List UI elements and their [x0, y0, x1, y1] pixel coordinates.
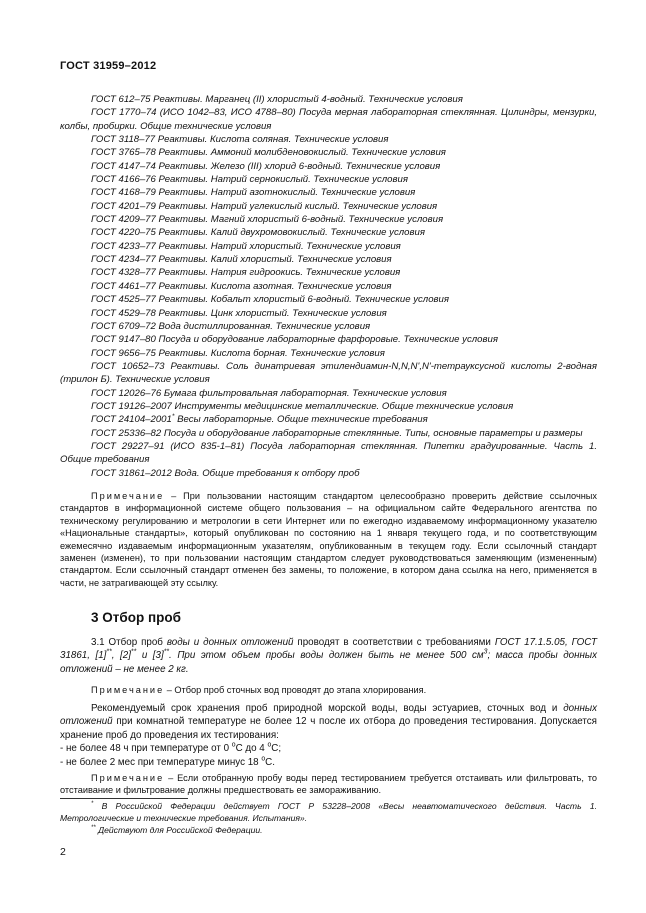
- text-run: С до 4: [235, 743, 268, 755]
- note-label: Примечание: [91, 491, 165, 501]
- reference-title: Весы лабораторные. Общие технические требования: [174, 414, 428, 426]
- text-run-italic: донных отложений: [60, 703, 597, 728]
- reference-item: ГОСТ 31861–2012 Вода. Общие требования к отбору проб: [91, 467, 360, 479]
- text-run: С;: [271, 743, 282, 755]
- reference-item: ГОСТ 10652–73 Реактивы. Соль динатриевая этилендиамин-N,N,N',N'-тетрауксусной кислоты 2-водная (трилон Б). Технические условия: [60, 360, 597, 386]
- text-run-italic: . При этом объем пробы воды должен быть не менее 500 см: [169, 650, 484, 662]
- reference-item: ГОСТ 4209–77 Реактивы. Магний хлористый 6-водный. Технические условия: [91, 214, 444, 226]
- footnote-item: [60, 800, 597, 824]
- text-run-italic: ГОСТ 17.1.5.05, ГОСТ 31861, [1]: [60, 637, 597, 662]
- text-run-italic: и [3]: [136, 650, 164, 662]
- reference-item: ГОСТ 3765–78 Реактивы. Аммоний молибденовокислый. Технические условия: [91, 147, 446, 159]
- footnotes: [60, 800, 597, 836]
- reference-item: ГОСТ 4461–77 Реактивы. Кислота азотная. Технические условия: [91, 280, 392, 292]
- page-number: 2: [60, 846, 66, 858]
- reference-item: ГОСТ 612–75 Реактивы. Марганец (II) хлористый 4-водный. Технические условия: [91, 94, 463, 105]
- note-text: – При пользовании настоящим стандартом целесообразно проверить действие ссылочных стандартов в информационной системе общего пользования – на официальном сайте Федерального агентства по техническому регулированию и метрологии в сети Интернет или по ежегодно издаваемому информационному указателю «Национальные стандарты», который опубликован по состоянию на 1 января текущего года, и по соответствующим ежемесячно издаваемым информационным указателям, опубликованным в текущем году. Если ссылочный стандарт заменен (изменен), то при пользовании настоящим стандартом следует руководствоваться заменяющим (измененным) стандартом. Если ссылочный стандарт отменен без замены, то положение, в котором дана ссылка на него, применяется в части, не затрагивающей эту ссылку.: [60, 491, 597, 588]
- note-text: – Отбор проб сточных вод проводят до этапа хлорирования.: [164, 685, 427, 695]
- footnote-marker: *: [171, 413, 175, 421]
- degree-sign: о: [261, 755, 266, 763]
- text-run: - не более 48 ч при температуре от 0: [60, 743, 232, 755]
- note-text: – Если отобранную пробу воды перед тестированием требуется отстаивать или фильтровать, то отстаивание и фильтрование должны предшествовать ее замораживанию.: [60, 773, 597, 796]
- footnote-item: [60, 824, 597, 836]
- reference-item: ГОСТ 12026–76 Бумага фильтровальная лабораторная. Технические условия: [91, 387, 447, 399]
- reference-item: ГОСТ 4233–77 Реактивы. Натрий хлористый. Технические условия: [91, 240, 401, 252]
- document-header: ГОСТ 31959–2012: [60, 60, 157, 72]
- text-run: проводят в соответствии с требованиями: [293, 637, 495, 648]
- reference-item: ГОСТ 29227–91 (ИСО 835-1–81) Посуда лабораторная стеклянная. Пипетки градуированные. Часть 1. Общие требования: [60, 440, 597, 466]
- footnote-text: Действуют для Российской Федерации.: [95, 825, 263, 835]
- list-item: [60, 756, 597, 769]
- paragraph-3-1: [60, 636, 597, 676]
- footnote-marker: **: [163, 649, 170, 657]
- note-sampling: [60, 684, 597, 696]
- superscript: 3: [483, 649, 488, 657]
- note-label: Примечание: [91, 773, 165, 783]
- footnote-marker: **: [91, 825, 96, 832]
- reference-item: ГОСТ 9147–80 Посуда и оборудование лабораторные фарфоровые. Технические условия: [91, 334, 498, 346]
- reference-item: ГОСТ 4168–79 Реактивы. Натрий азотнокислый. Технические условия: [91, 187, 416, 199]
- list-item: [60, 742, 597, 755]
- text-run-italic: воды и донных отложений: [166, 637, 294, 648]
- reference-item: ГОСТ 3118–77 Реактивы. Кислота соляная. Технические условия: [91, 134, 389, 146]
- reference-item: ГОСТ 4234–77 Реактивы. Калий хлористый. Технические условия: [91, 254, 392, 266]
- footnote-marker: *: [91, 801, 94, 808]
- reference-item: ГОСТ 4328–77 Реактивы. Натрия гидроокись. Технические условия: [91, 267, 401, 279]
- footnote-marker: **: [106, 649, 112, 657]
- text-run-italic: ; масса пробы донных отложений – не менее 2 кг.: [60, 650, 597, 675]
- reference-item: ГОСТ 6709–72 Вода дистиллированная. Технические условия: [91, 320, 371, 332]
- text-run: 3.1 Отбор проб: [91, 637, 167, 648]
- footnote-text: В Российской Федерации действует ГОСТ Р 53228–2008 «Весы неавтоматического действия. Часть 1. Метрологические и технические требования. Испытания».: [60, 801, 597, 823]
- text-run-italic: , [2]: [111, 650, 131, 662]
- reference-item: ГОСТ 25336–82 Посуда и оборудование лабораторные стеклянные. Типы, основные параметры и размеры: [91, 427, 583, 439]
- text-run: при комнатной температуре не более 12 ч после их отбора до проведения тестирования. Допускается хранение проб до проведения их тестирования:: [60, 716, 597, 741]
- section-title: 3 Отбор проб: [91, 610, 181, 625]
- reference-item: ГОСТ 4147–74 Реактивы. Железо (III) хлорид 6-водный. Технические условия: [91, 160, 441, 172]
- note-filtering: [60, 772, 597, 797]
- storage-list: [60, 742, 597, 769]
- note-references: [60, 490, 597, 589]
- reference-item: ГОСТ 9656–75 Реактивы. Кислота борная. Технические условия: [91, 347, 385, 359]
- footnote-marker: **: [130, 649, 137, 657]
- paragraph-storage: [60, 702, 597, 769]
- normative-references: [60, 93, 597, 480]
- degree-sign: о: [231, 741, 236, 749]
- text-run: С.: [265, 756, 275, 768]
- reference-item: ГОСТ 1770–74 (ИСО 1042–83, ИСО 4788–80) Посуда мерная лабораторная стеклянная. Цилиндры, мензурки, колбы, пробирки. Общие технические условия: [60, 107, 597, 132]
- text-run: - не более 2 мес при температуре минус 18: [60, 756, 262, 768]
- reference-code: ГОСТ 24104–2001: [91, 414, 172, 426]
- reference-item: ГОСТ 4166–76 Реактивы. Натрий сернокислый. Технические условия: [91, 174, 408, 186]
- reference-item-24104: [60, 413, 597, 426]
- reference-item: ГОСТ 4201–79 Реактивы. Натрий углекислый кислый. Технические условия: [91, 200, 438, 212]
- note-label: Примечание: [91, 685, 165, 695]
- text-run: Рекомендуемый срок хранения проб природной морской воды, воды эстуариев, сточных вод и: [91, 703, 564, 714]
- degree-sign: о: [267, 741, 272, 749]
- footnote-divider: [60, 798, 188, 799]
- reference-item: ГОСТ 4529–78 Реактивы. Цинк хлористый. Технические условия: [91, 307, 387, 319]
- reference-item: ГОСТ 4220–75 Реактивы. Калий двухромовокислый. Технические условия: [91, 227, 425, 239]
- reference-item: ГОСТ 19126–2007 Инструменты медицинские металлические. Общие технические условия: [91, 400, 514, 412]
- reference-item: ГОСТ 4525–77 Реактивы. Кобальт хлористый 6-водный. Технические условия: [91, 294, 450, 306]
